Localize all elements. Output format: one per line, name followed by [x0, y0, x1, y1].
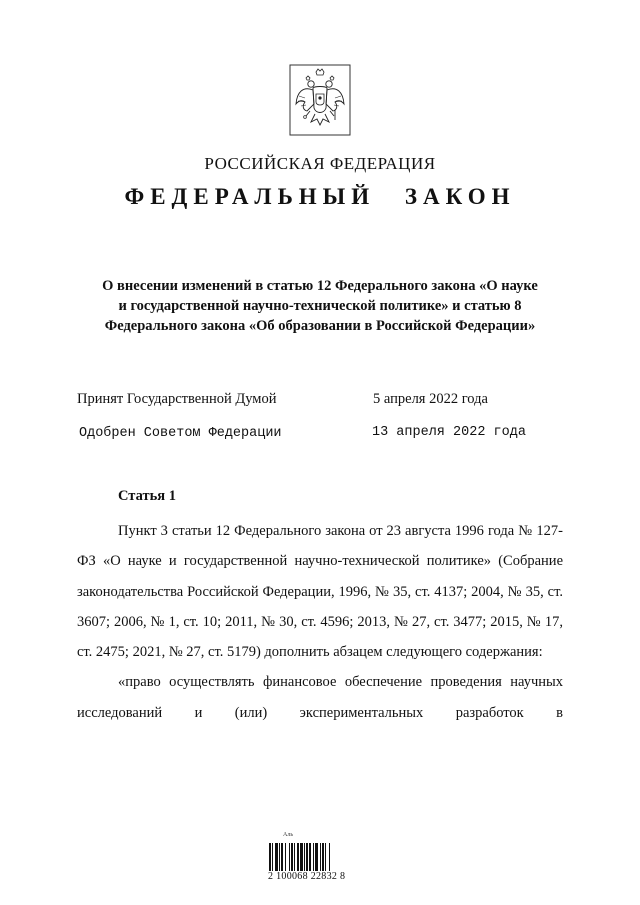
law-title: ФЕДЕРАЛЬНЫЙ ЗАКОН: [124, 184, 516, 209]
duma-adoption-label: Принят Государственной Думой: [77, 391, 277, 407]
council-approval-date: 13 апреля 2022 года: [372, 425, 526, 440]
article-heading: Статья 1: [118, 488, 176, 504]
coat-of-arms-emblem: [289, 64, 351, 136]
barcode-image: [268, 843, 360, 871]
registration-stamp: Аль: [283, 832, 294, 838]
article-body: [77, 516, 563, 728]
law-subject: [70, 276, 570, 336]
article-paragraph: Пункт 3 статьи 12 Федерального закона от 23 августа 1996 года № 127-ФЗ «О науке и государственной научно-технической политике» (Собрание законодательства Российской Федерации, 1996, № 35, ст. 4137; 2004, № 35, ст. 3607; 2006, № 1, ст. 10; 2011, № 30, ст. 4596; 2013, № 27, ст. 3477; 2015, № 17, ст. 2475; 2021, № 27, ст. 5179) дополнить абзацем следующего содержания:: [77, 523, 563, 661]
subject-line: и государственной научно-технической политике» и статью 8: [118, 298, 522, 314]
duma-adoption-date: 5 апреля 2022 года: [373, 391, 488, 407]
subject-line: О внесении изменений в статью 12 Федерального закона «О науке: [102, 278, 538, 294]
country-name: РОССИЙСКАЯ ФЕДЕРАЦИЯ: [204, 154, 436, 173]
subject-line: Федерального закона «Об образовании в Российской Федерации»: [104, 318, 536, 334]
barcode-number: 2 100068 22832 8: [268, 871, 346, 882]
council-approval-label: Одобрен Советом Федерации: [79, 426, 282, 441]
article-paragraph: «право осуществлять финансовое обеспечение проведения научных исследований и (или) экспериментальных разработок в: [77, 674, 563, 721]
